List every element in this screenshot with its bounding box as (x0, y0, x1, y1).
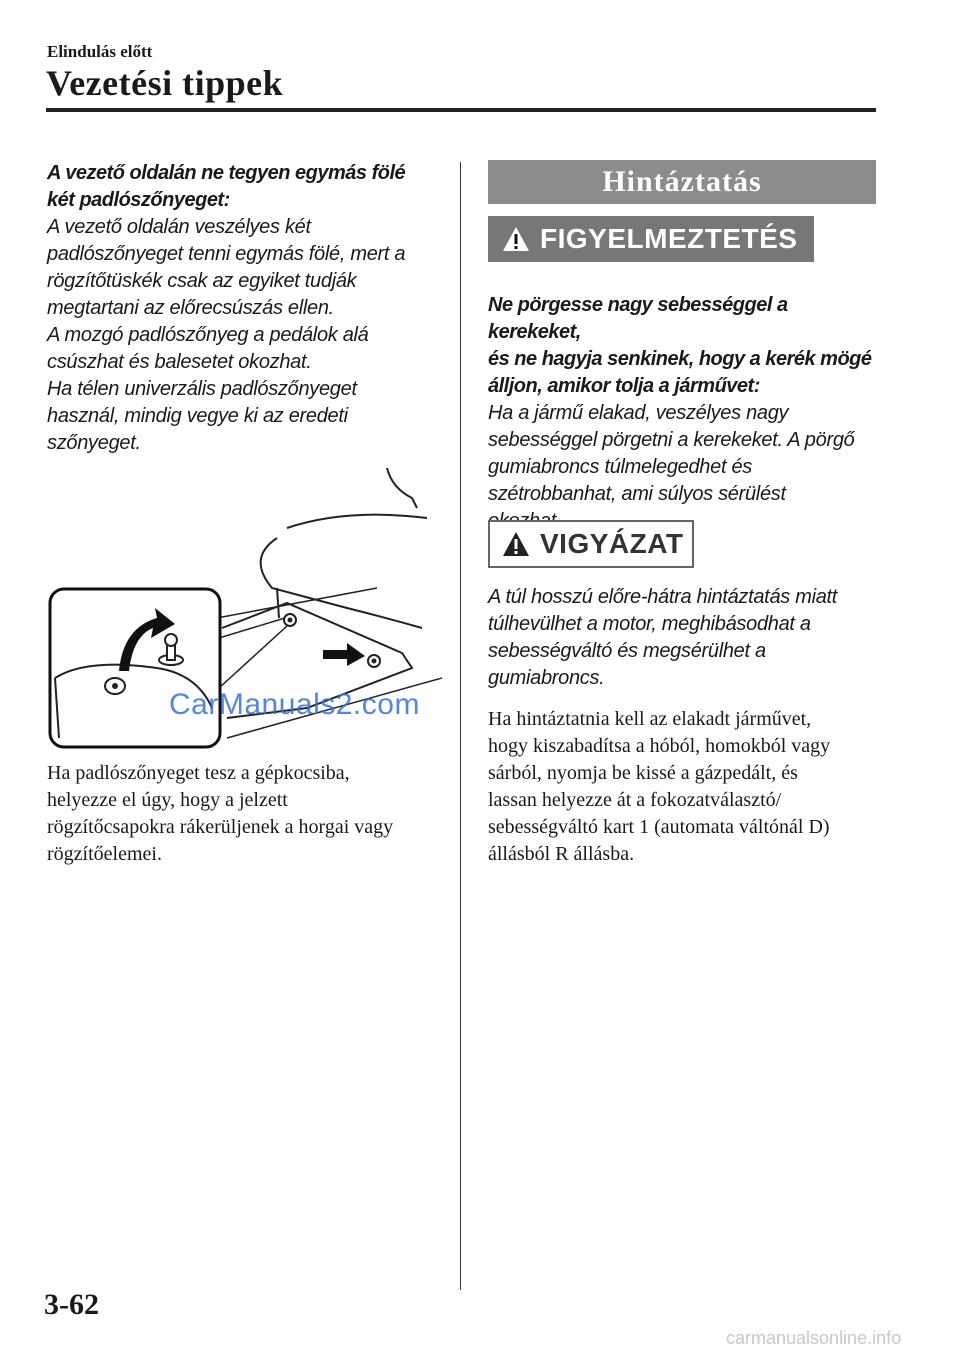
floor-mat-line: csúszhat és balesetet okozhat. (47, 351, 312, 373)
warning-heading-line: és ne hagyja senkinek, hogy a kerék mögé (488, 348, 872, 370)
rocking-instructions (488, 706, 880, 868)
page-number: 3-62 (44, 1288, 99, 1321)
title-rule (46, 108, 876, 112)
section-header-rocking: Hintáztatás (488, 160, 876, 204)
caution-triangle-icon (502, 531, 530, 557)
warning-triangle-icon (502, 226, 530, 252)
body-line: lassan helyezze át a fokozatválasztó/ (488, 789, 782, 811)
warning-heading-line: Ne pörgesse nagy sebességgel a kerekeket, (488, 294, 788, 343)
floor-mat-line: használ, mindig vegye ki az eredeti (47, 405, 348, 427)
caption-line: rögzítőcsapokra rákerüljenek a horgai vagy (47, 816, 394, 838)
warning-line: gumiabroncs túlmelegedhet és (488, 456, 752, 478)
warning-label: FIGYELMEZTETÉS (540, 223, 798, 254)
warning-line: Ha a jármű elakad, veszélyes nagy (488, 402, 789, 424)
floor-mat-line: rögzítőtüskék csak az egyiket tudják (47, 270, 357, 292)
caution-label: VIGYÁZAT (540, 528, 684, 559)
floor-mat-illustration (47, 468, 442, 750)
caption-line: rögzítőelemei. (47, 843, 162, 865)
warning-line: sebességgel pörgetni a kerekeket. A pörgő (488, 429, 855, 451)
caution-content (488, 584, 880, 692)
body-line: sárból, nyomja be kissé a gázpedált, és (488, 762, 798, 784)
caption-line: Ha padlószőnyeget tesz a gépkocsiba, (47, 762, 350, 784)
section-label: Elindulás előtt (47, 42, 153, 61)
caution-line: gumiabroncs. (488, 667, 605, 689)
caution-line: túlhevülhet a motor, meghibásodhat a (488, 613, 811, 635)
floor-mat-line: megtartani az előrecsúszás ellen. (47, 297, 334, 319)
caption-line: helyezze el úgy, hogy a jelzett (47, 789, 288, 811)
floor-mat-heading: A vezető oldalán ne tegyen egymás fölé két padlószőnyeget: (47, 162, 406, 211)
floor-mat-line: A mozgó padlószőnyeg a pedálok alá (47, 324, 369, 346)
footer-url[interactable]: carmanualsonline.info (726, 1328, 902, 1348)
left-column (47, 160, 442, 457)
illustration-caption (47, 760, 447, 868)
floor-mat-line: padlószőnyeget tenni egymás fölé, mert a (47, 243, 406, 265)
warning-content (488, 292, 878, 535)
warning-banner (488, 216, 814, 262)
caution-line: sebességváltó és megsérülhet a (488, 640, 766, 662)
floor-mat-line: A vezető oldalán veszélyes két (47, 216, 311, 238)
warning-heading-line: álljon, amikor tolja a járművet: (488, 375, 760, 397)
page-title: Vezetési tippek (46, 63, 284, 103)
caution-line: A túl hosszú előre-hátra hintáztatás miatt (488, 586, 838, 608)
body-line: hogy kiszabadítsa a hóból, homokból vagy (488, 735, 831, 757)
body-line: sebességváltó kart 1 (automata váltónál D) (488, 816, 830, 838)
warning-line: szétrobbanhat, ami súlyos sérülést (488, 483, 786, 505)
body-line: állásból R állásba. (488, 843, 635, 865)
caution-banner (488, 520, 694, 568)
body-line: Ha hintáztatnia kell az elakadt járművet, (488, 708, 812, 730)
watermark-text: CarManuals2.com (169, 688, 420, 721)
column-divider (460, 162, 461, 1290)
floor-mat-line: Ha télen univerzális padlószőnyeget (47, 378, 357, 400)
floor-mat-line: szőnyeget. (47, 432, 141, 454)
